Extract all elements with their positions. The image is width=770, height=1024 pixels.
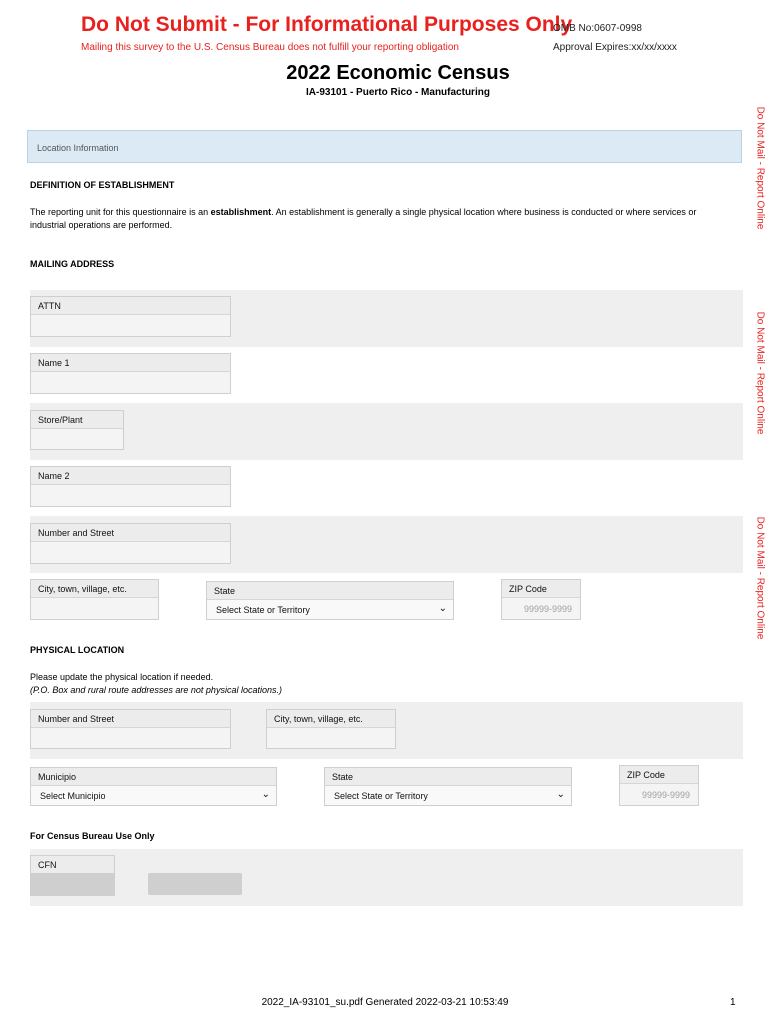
- chevron-down-icon: ⌄: [261, 789, 270, 800]
- physical-state-dropdown[interactable]: Select State or Territory ⌄: [325, 785, 571, 805]
- mailing-state-label: State: [207, 582, 453, 600]
- physical-zip-field[interactable]: [619, 765, 699, 806]
- physical-note-italic: (P.O. Box and rural route addresses are not physical locations.): [30, 685, 282, 695]
- physical-city-field[interactable]: [266, 709, 396, 749]
- municipio-dropdown[interactable]: Select Municipio ⌄: [31, 785, 276, 805]
- name2-field[interactable]: [30, 466, 231, 507]
- physical-note: Please update the physical location if needed.: [30, 672, 214, 682]
- physical-zip-label: ZIP Code: [620, 766, 698, 784]
- warning-title: Do Not Submit - For Informational Purposes Only: [81, 13, 573, 36]
- chevron-down-icon: ⌄: [438, 603, 447, 614]
- side-note-1: Do Not Mail - Report Online: [754, 106, 766, 230]
- mailing-street-field[interactable]: [30, 523, 231, 564]
- cfn-label: CFN: [31, 856, 114, 874]
- physical-state-label: State: [325, 768, 571, 786]
- attn-label: ATTN: [31, 297, 230, 315]
- chevron-down-icon: ⌄: [556, 789, 565, 800]
- physical-state-select[interactable]: [324, 767, 572, 806]
- attn-field[interactable]: [30, 296, 231, 337]
- mailing-state-dropdown[interactable]: Select State or Territory ⌄: [207, 599, 453, 619]
- physical-street-field[interactable]: [30, 709, 231, 749]
- physical-city-label: City, town, village, etc.: [267, 710, 395, 728]
- mailing-state-select[interactable]: [206, 581, 454, 620]
- cfn-value-box: [31, 873, 114, 895]
- physical-street-label: Number and Street: [31, 710, 230, 728]
- census-use-box: [148, 873, 242, 895]
- omb-number: OMB No:0607-0998: [553, 23, 642, 34]
- mailing-city-field[interactable]: [30, 579, 159, 620]
- name1-label: Name 1: [31, 354, 230, 372]
- band-cfn: [30, 849, 743, 906]
- physical-heading: PHYSICAL LOCATION: [30, 645, 125, 655]
- side-note-3: Do Not Mail - Report Online: [754, 516, 766, 640]
- footer-generated: 2022_IA-93101_su.pdf Generated 2022-03-21 10:53:49: [261, 997, 509, 1008]
- mailing-heading: MAILING ADDRESS: [30, 259, 115, 269]
- definition-text: The reporting unit for this questionnaire is an establishment. An establishment is generally a single physical location where business is conducted or where services or industrial operations are performed.: [30, 207, 697, 230]
- band-store: [30, 403, 743, 460]
- store-plant-label: Store/Plant: [31, 411, 123, 429]
- municipio-select[interactable]: [30, 767, 277, 806]
- mailing-zip-field[interactable]: [501, 579, 581, 620]
- mailing-zip-placeholder: 99999-9999: [523, 604, 572, 614]
- physical-zip-placeholder: 99999-9999: [641, 790, 690, 800]
- page-number: 1: [730, 997, 736, 1008]
- name2-label: Name 2: [31, 467, 230, 485]
- page-title: 2022 Economic Census: [286, 62, 510, 84]
- location-info-bar: Location Information: [27, 130, 742, 163]
- warning-subtitle: Mailing this survey to the U.S. Census Bureau does not fulfill your reporting obligation: [81, 42, 459, 53]
- approval-expiry: Approval Expires:xx/xx/xxxx: [553, 42, 677, 53]
- cfn-field: [30, 855, 115, 896]
- side-note-2: Do Not Mail - Report Online: [754, 311, 766, 435]
- census-use-heading: For Census Bureau Use Only: [30, 831, 155, 841]
- store-plant-field[interactable]: [30, 410, 124, 450]
- mailing-city-label: City, town, village, etc.: [31, 580, 158, 598]
- mailing-zip-label: ZIP Code: [502, 580, 580, 598]
- mailing-street-label: Number and Street: [31, 524, 230, 542]
- municipio-label: Municipio: [31, 768, 276, 786]
- name1-field[interactable]: [30, 353, 231, 394]
- definition-heading: DEFINITION OF ESTABLISHMENT: [30, 180, 175, 190]
- form-subtitle: IA-93101 - Puerto Rico - Manufacturing: [306, 87, 490, 98]
